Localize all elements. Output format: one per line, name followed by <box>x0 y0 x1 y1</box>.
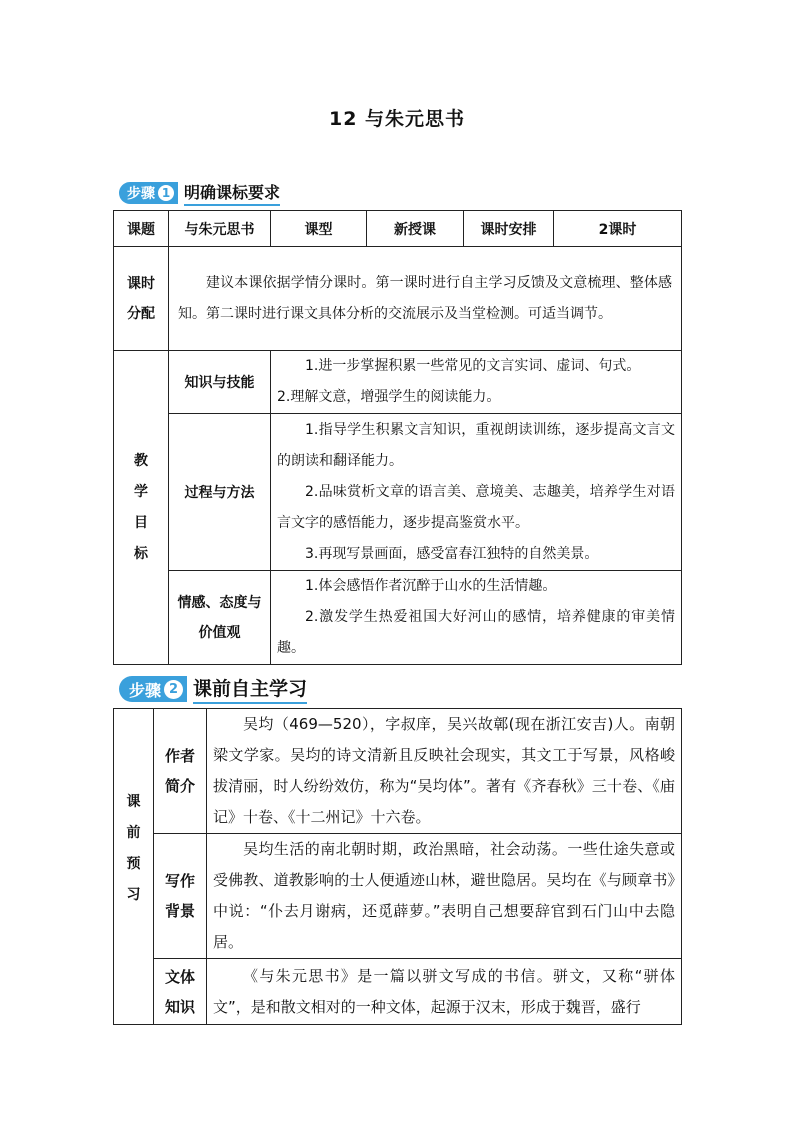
yuxi-char: 前 <box>126 825 141 841</box>
page-title: 12 与朱元思书 <box>328 108 466 130</box>
qinggan-item-1: 1.体会感悟作者沉醉于山水的生活情趣。 <box>305 578 557 594</box>
step-badge-label: 步骤 <box>127 186 155 202</box>
kexing-label: 课型 <box>271 211 367 247</box>
keti-value: 与朱元思书 <box>169 211 271 247</box>
mubiao-char: 学 <box>134 483 148 500</box>
mubiao-char: 目 <box>134 514 148 531</box>
fenpei-label-line-2: 分配 <box>127 305 155 322</box>
mubiao-char: 教 <box>134 452 148 469</box>
fenpei-text: 建议本课依据学情分课时。第一课时进行自主学习反馈及文意梳理、整体感知。第二课时进行课文具体分析的交流展示及当堂检测。可适当调节。 <box>169 247 682 351</box>
lesson-requirements-table <box>113 210 682 665</box>
yuxi-char: 预 <box>126 856 141 872</box>
xiezuo-label-line-2: 背景 <box>164 902 195 920</box>
qinggan-item-2: 2.激发学生热爱祖国大好河山的感情，培养健康的审美情趣。 <box>277 609 675 656</box>
wenti-label-line-1: 文体 <box>164 967 195 986</box>
qinggan-label <box>169 571 271 665</box>
mubiao-label <box>114 351 169 665</box>
guocheng-label: 过程与方法 <box>169 414 271 571</box>
yuxi-char: 课 <box>126 794 141 810</box>
wenti-text: 《与朱元思书》是一篇以骈文写成的书信。骈文，又称“骈体文”，是和散文相对的一种文体，起源于汉末，形成于魏晋，盛行 <box>207 959 682 1025</box>
guocheng-content <box>271 414 682 571</box>
zuozhe-label-line-1: 作者 <box>164 747 195 765</box>
wenti-label-line-2: 知识 <box>164 997 195 1016</box>
anpai-value: 2课时 <box>554 211 682 247</box>
fenpei-label <box>114 247 169 351</box>
step-number-icon: 1 <box>158 185 174 201</box>
pre-class-study-table <box>113 708 682 1025</box>
zuozhe-text: 吴均（469—520），字叔庠，吴兴故鄣(现在浙江安吉)人。南朝梁文学家。吴均的诗文清新且反映社会现实，其文工于写景，风格峻拔清丽，时人纷纷效仿，称为“吴均体”。著有《齐春秋》三十卷、《庙记》十卷、《十二州记》十六卷。 <box>207 709 682 834</box>
xiezuo-text: 吴均生活的南北朝时期，政治黑暗，社会动荡。一些仕途失意或受佛教、道教影响的士人便遁迹山林，避世隐居。吴均在《与顾章书》中说：“仆去月谢病，还觅薜萝。”表明自己想要辞官到石门山中去隐居。 <box>207 834 682 959</box>
xiezuo-label-line-1: 写作 <box>164 872 195 890</box>
qinggan-label-line-1: 情感、态度与 <box>177 594 262 611</box>
mubiao-char: 标 <box>134 545 148 562</box>
zuozhe-label-line-2: 简介 <box>164 777 195 795</box>
yuxi-side-label <box>114 709 154 1025</box>
yuxi-char: 习 <box>126 887 141 903</box>
zuozhe-label <box>154 709 207 834</box>
zhishi-item-2: 2.理解文意，增强学生的阅读能力。 <box>277 389 501 405</box>
step-2-title: 课前自主学习 <box>193 674 307 704</box>
guocheng-item-2: 2.品味赏析文章的语言美、意境美、志趣美，培养学生对语言文字的感悟能力，逐步提高鉴赏水平。 <box>277 483 675 531</box>
step-1-heading <box>119 180 280 206</box>
wenti-label <box>154 959 207 1025</box>
step-badge-label: 步骤 <box>129 680 162 700</box>
step-1-title: 明确课标要求 <box>184 180 280 206</box>
guocheng-item-3: 3.再现写景画面，感受富春江独特的自然美景。 <box>305 545 599 562</box>
xiezuo-label <box>154 834 207 959</box>
zhishi-item-1: 1.进一步掌握积累一些常见的文言实词、虚词、句式。 <box>305 358 641 374</box>
keti-label: 课题 <box>114 211 169 247</box>
zhishi-content <box>271 351 682 414</box>
anpai-label: 课时安排 <box>464 211 554 247</box>
qinggan-content <box>271 571 682 665</box>
step-2-heading <box>119 674 307 704</box>
kexing-value: 新授课 <box>367 211 464 247</box>
step-1-badge <box>119 182 178 204</box>
fenpei-label-line-1: 课时 <box>127 275 155 292</box>
qinggan-label-line-2: 价值观 <box>198 624 241 641</box>
step-number-icon: 2 <box>164 680 183 699</box>
guocheng-item-1: 1.指导学生积累文言知识，重视朗读训练，逐步提高文言文的朗读和翻译能力。 <box>277 421 675 469</box>
step-2-badge <box>119 676 187 702</box>
zhishi-label: 知识与技能 <box>169 351 271 414</box>
